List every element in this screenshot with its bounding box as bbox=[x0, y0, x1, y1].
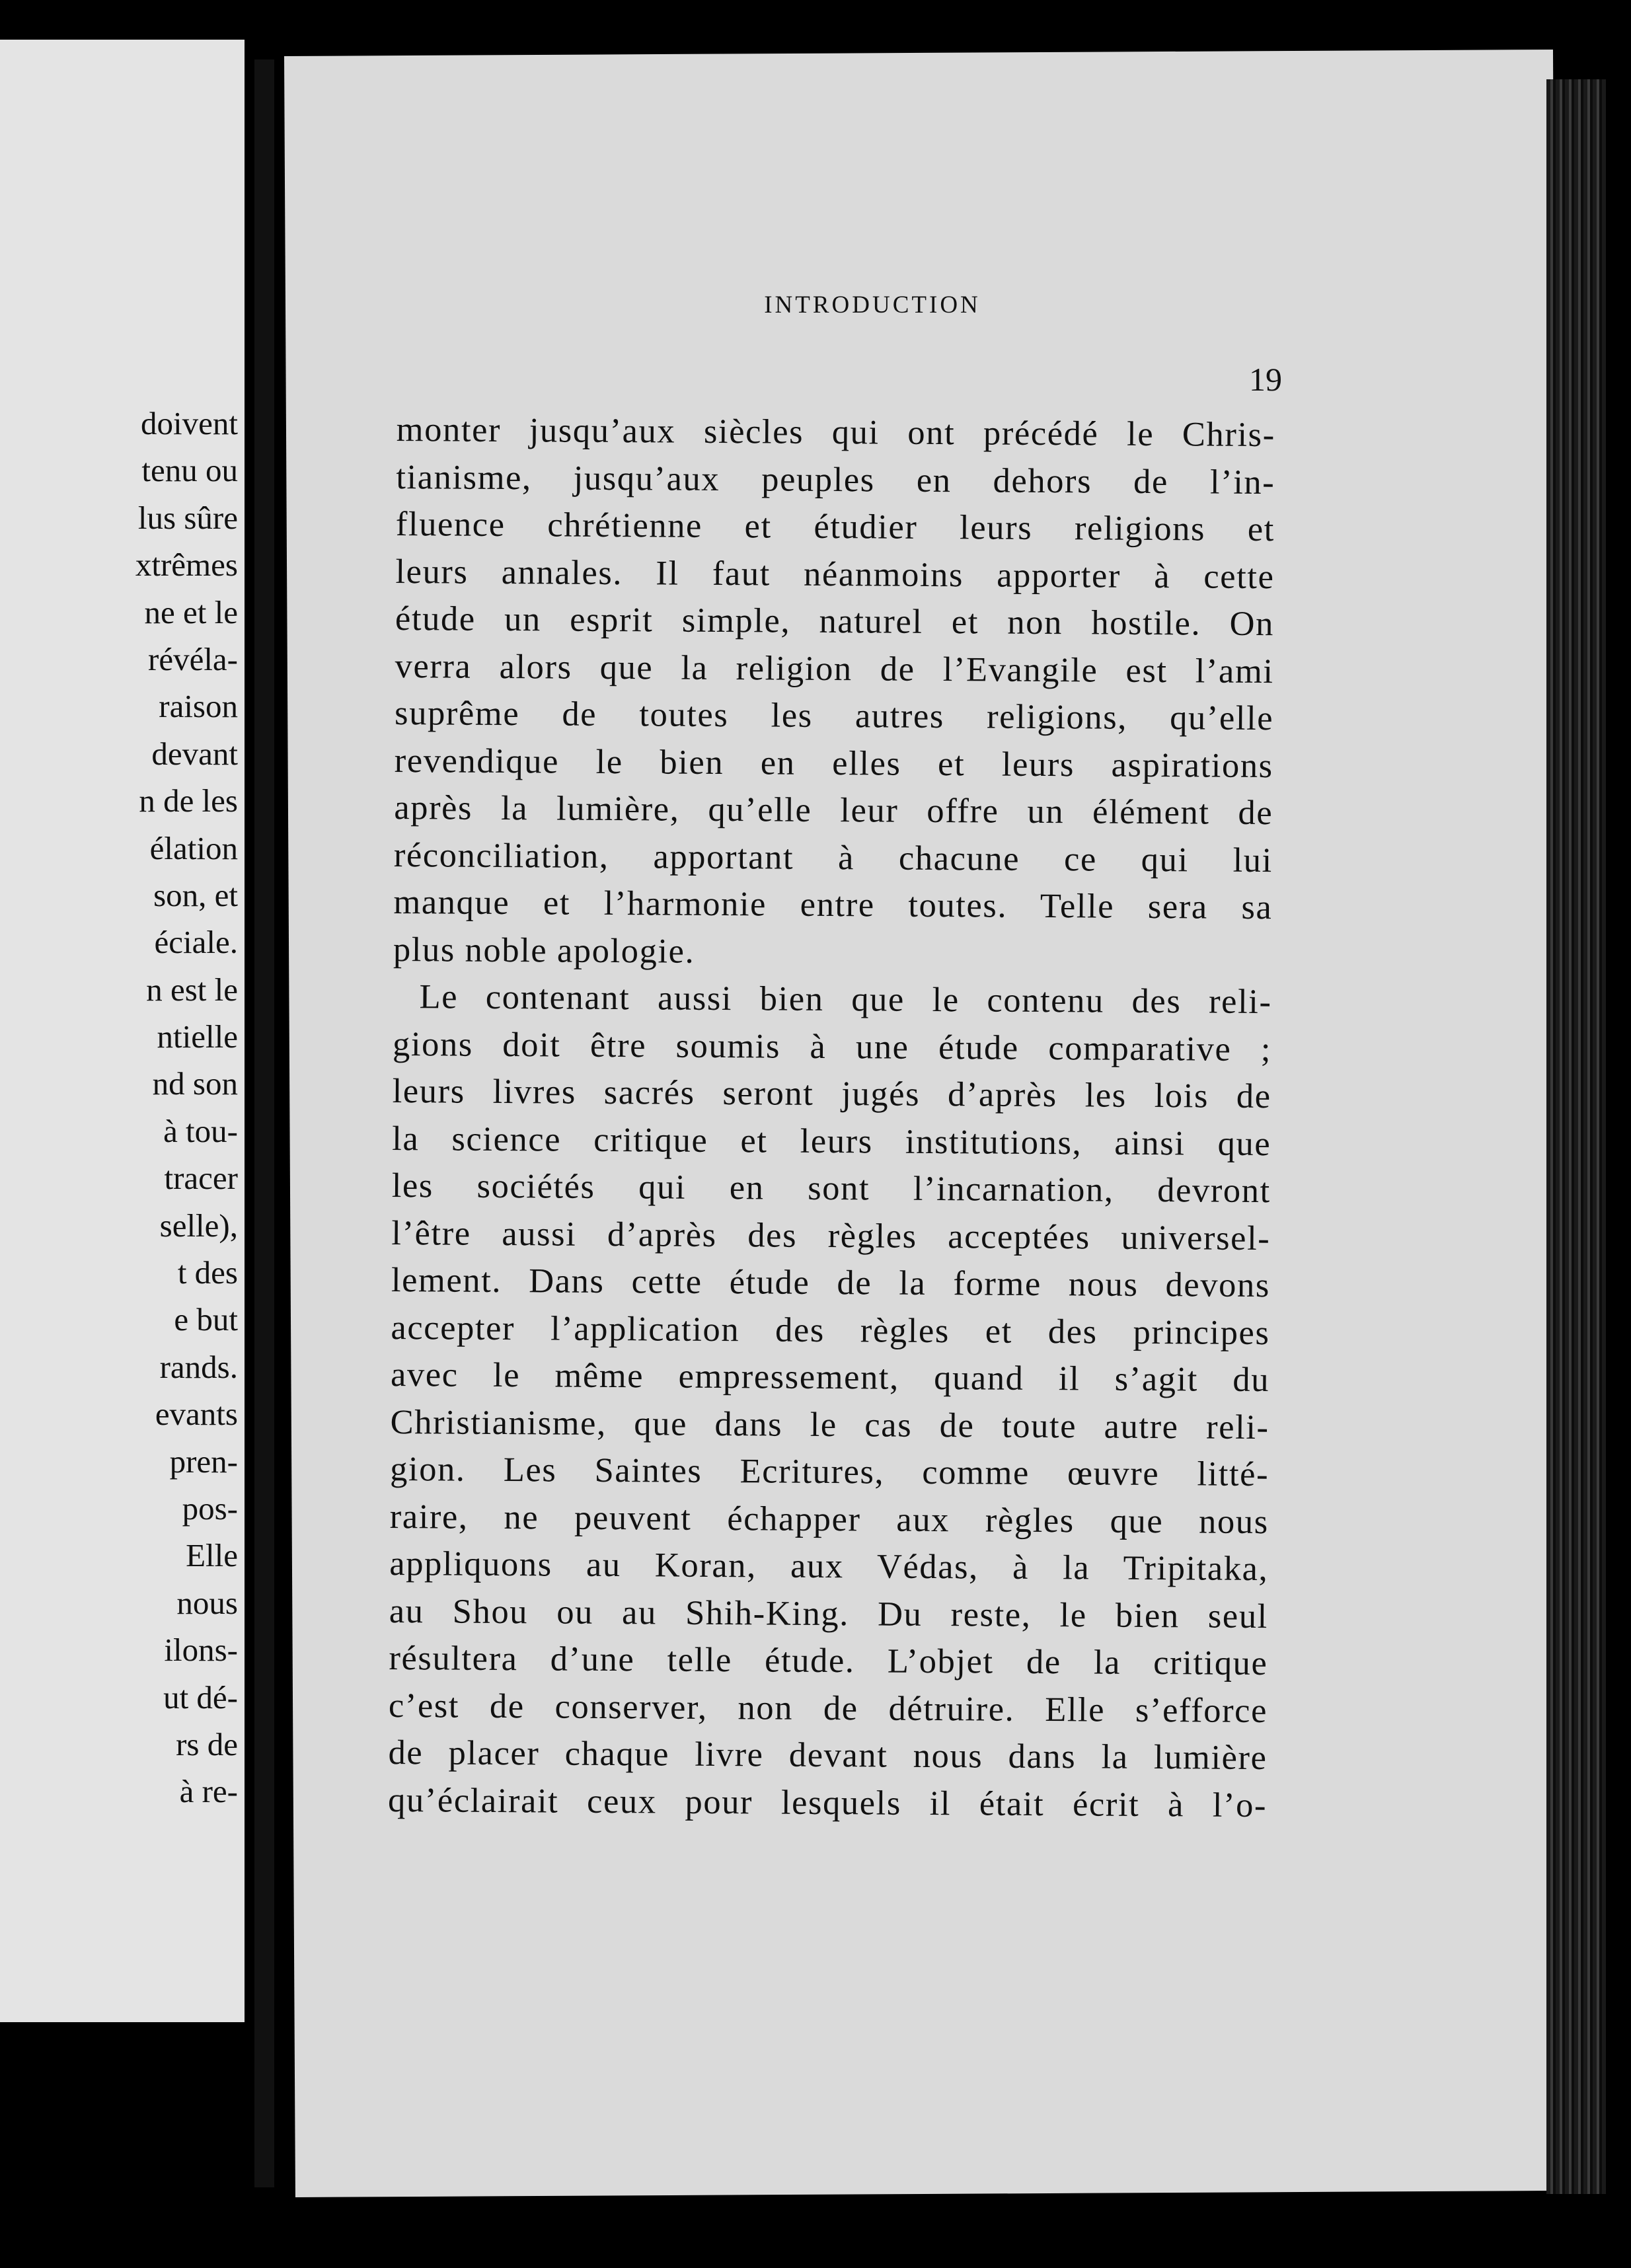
facing-page-line: xtrêmes bbox=[135, 547, 238, 584]
facing-page-line: n de les bbox=[139, 782, 238, 819]
facing-page-line: evants bbox=[155, 1396, 238, 1433]
text-line: Christianisme, que dans le cas de toute autre reli- bbox=[390, 1402, 1270, 1447]
facing-page-line: Elle bbox=[186, 1537, 238, 1574]
facing-page-line: tenu ou bbox=[141, 452, 238, 489]
facing-page-line: devant bbox=[151, 735, 238, 772]
text-line: manque et l’harmonie entre toutes. Telle sera sa bbox=[393, 882, 1273, 927]
text-line: la science critique et leurs institutions, ainsi que bbox=[392, 1119, 1271, 1163]
facing-page-line: élation bbox=[149, 829, 238, 866]
text-line: résultera d’une telle étude. L’objet de la critique bbox=[389, 1638, 1268, 1683]
gutter-edge bbox=[254, 59, 274, 2187]
facing-page-line: rands. bbox=[159, 1348, 238, 1385]
facing-page-text bbox=[0, 400, 238, 1815]
text-line: de placer chaque livre devant nous dans la lumière bbox=[388, 1733, 1268, 1778]
text-line: leurs annales. Il faut néanmoins apporter à cette bbox=[395, 552, 1275, 596]
text-line: réconciliation, apportant à chacune ce qui lui bbox=[393, 835, 1273, 880]
paragraph bbox=[393, 406, 1275, 979]
facing-page-line: lus sûre bbox=[137, 499, 238, 536]
facing-page-line: t des bbox=[177, 1254, 238, 1291]
text-line: étude un esprit simple, naturel et non hostile. On bbox=[395, 599, 1275, 644]
facing-page-line: selle), bbox=[159, 1207, 238, 1244]
text-line: monter jusqu’aux siècles qui ont précédé le Chris- bbox=[396, 410, 1275, 455]
page-number: 19 bbox=[1249, 361, 1282, 398]
body-text bbox=[388, 406, 1275, 1829]
text-line: après la lumière, qu’elle leur offre un élément de bbox=[394, 788, 1273, 833]
facing-page-line: son, et bbox=[153, 876, 238, 913]
facing-page-line: ntielle bbox=[157, 1018, 238, 1055]
facing-page-line: n est le bbox=[146, 971, 238, 1008]
text-line: accepter l’application des règles et des principes bbox=[391, 1308, 1270, 1352]
facing-page-line: ut dé- bbox=[163, 1679, 238, 1716]
text-line: lement. Dans cette étude de la forme nous devons bbox=[391, 1260, 1271, 1305]
text-line: appliquons au Koran, aux Védas, à la Tripitaka, bbox=[389, 1544, 1269, 1589]
facing-page bbox=[0, 40, 245, 2022]
facing-page-line: à tou- bbox=[163, 1112, 238, 1149]
text-line: suprême de toutes les autres religions, qu’elle bbox=[394, 693, 1274, 738]
text-line: verra alors que la religion de l’Evangile est l’ami bbox=[395, 646, 1274, 691]
running-head: INTRODUCTION bbox=[764, 291, 981, 319]
facing-page-line: nd son bbox=[152, 1065, 238, 1102]
paragraph bbox=[388, 973, 1272, 1829]
facing-page-line: tracer bbox=[164, 1160, 238, 1197]
facing-page-line: doivent bbox=[141, 405, 238, 441]
text-line: Le contenant aussi bien que le contenu des reli- bbox=[419, 977, 1272, 1022]
facing-page-line: raison bbox=[159, 688, 238, 725]
facing-page-line: rs de bbox=[176, 1725, 238, 1762]
facing-page-line: éciale. bbox=[154, 924, 238, 961]
text-line: revendique le bien en elles et leurs aspirations bbox=[394, 741, 1273, 785]
text-line: avec le même empressement, quand il s’agit du bbox=[390, 1355, 1270, 1400]
text-line: l’être aussi d’après des règles acceptées universel- bbox=[391, 1213, 1271, 1258]
text-line: c’est de conserver, non de détruire. Elle s’efforce bbox=[388, 1686, 1268, 1730]
facing-page-line: nous bbox=[176, 1584, 238, 1621]
text-line: leurs livres sacrés seront jugés d’après les lois de bbox=[392, 1071, 1271, 1116]
text-line: gion. Les Saintes Ecritures, comme œuvre litté- bbox=[390, 1449, 1270, 1494]
facing-page-line: e but bbox=[174, 1301, 238, 1338]
text-line: raire, ne peuvent échapper aux règles que nous bbox=[389, 1497, 1269, 1541]
facing-page-line: ilons- bbox=[164, 1632, 238, 1669]
text-line: qu’éclairait ceux pour lesquels il était écrit à l’o- bbox=[387, 1780, 1268, 1825]
facing-page-line: à re- bbox=[179, 1773, 238, 1810]
text-line: plus noble apologie. bbox=[393, 930, 695, 971]
facing-page-line: pren- bbox=[169, 1443, 238, 1480]
page-edges bbox=[1546, 79, 1606, 2194]
facing-page-line: révéla- bbox=[148, 640, 238, 677]
text-line: fluence chrétienne et étudier leurs religions et bbox=[395, 504, 1275, 549]
facing-page-line: pos- bbox=[182, 1490, 238, 1527]
text-line: tianisme, jusqu’aux peuples en dehors de l’in- bbox=[396, 457, 1275, 502]
text-line: au Shou ou au Shih-King. Du reste, le bien seul bbox=[389, 1591, 1269, 1636]
text-line: gions doit être soumis à une étude comparative ; bbox=[392, 1024, 1272, 1069]
text-line: les sociétés qui en sont l’incarnation, devront bbox=[391, 1166, 1271, 1211]
facing-page-line: ne et le bbox=[144, 593, 238, 630]
